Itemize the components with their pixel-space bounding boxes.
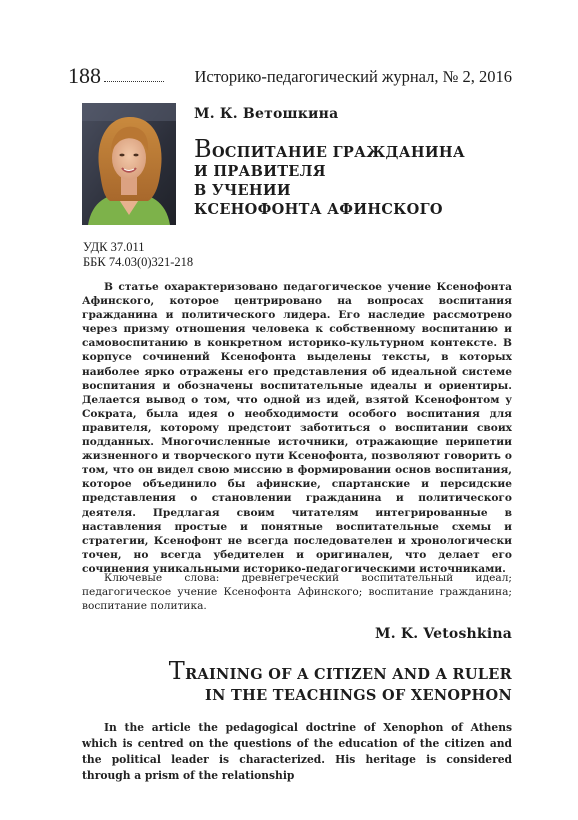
bbk-code: ББК 74.03(0)321-218 — [83, 255, 194, 269]
abstract-ru — [82, 280, 512, 576]
header-dot-leader — [104, 81, 164, 82]
title-en-line-1 — [92, 657, 512, 685]
article-title-ru — [194, 135, 494, 219]
running-header — [68, 64, 512, 88]
title-ru-line-1-rest: ОСПИТАНИЕ ГРАЖДАНИНА — [211, 144, 465, 161]
title-ru-line-2: И ПРАВИТЕЛЯ — [194, 163, 326, 180]
title-ru-initial: В — [194, 135, 212, 163]
classification-codes — [83, 240, 193, 270]
abstract-en — [82, 720, 512, 784]
journal-title: Историко-педагогический журнал, № 2, 2016 — [194, 67, 512, 86]
title-ru-line-4: КСЕНОФОНТА АФИНСКОГО — [194, 201, 443, 218]
title-en-initial: T — [168, 657, 186, 685]
author-portrait-image — [82, 103, 176, 225]
author-name-ru: М. К. Ветошкина — [194, 106, 339, 122]
title-ru-line-1 — [194, 135, 494, 163]
article-title-en — [92, 657, 512, 706]
abstract-ru-text: В статье охарактеризовано педагогическое учение Ксенофонта Афинского, которое центрировано на вопросах воспитания гражданина и политического лидера. Его наследие рассмотрено через призму отношения человека к собственному воспитанию и самовоспитанию в конкретном историко-культурном контексте. В корпусе сочинений Ксенофонта выделены тексты, в которых наиболее ярко отражены его представления об идеальной системе воспитания и обозначены воспитательные идеалы и ориентиры. Делается вывод о том, что одной из идей, взятой Ксенофонтом у Сократа, была идея о необходимости особого воспитания для правителя, которому предстоит заботиться о воспитании своих подданных. Многочисленные источники, отражающие перипетии жизненного и творческого пути Ксенофонта, позволяют говорить о том, что он видел свою миссию в формировании основ воспитания, которое объединило бы афинские, спартанские и персидские представления о становлении гражданина и политического деятеля. Предлагая своим читателям интегрированные в наставления простые и понятные воспитательные схемы и стратегии, Ксенофонт не всегда последователен и хронологически точен, но всегда убедителен и оригинален, что делает его сочинения уникальными историко-педагогическими источниками. — [82, 281, 512, 575]
author-name-en: M. K. Vetoshkina — [375, 626, 512, 642]
author-photo — [82, 103, 176, 225]
page-number: 188 — [68, 63, 101, 88]
title-en-line-2: IN THE TEACHINGS OF XENOPHON — [205, 687, 512, 704]
title-ru-line-3: В УЧЕНИИ — [194, 182, 291, 199]
udk-code: УДК 37.011 — [83, 240, 145, 254]
title-en-line-1-rest: RAINING OF A CITIZEN AND A RULER — [185, 666, 512, 683]
keywords-ru-text: Ключевые слова: древнегреческий воспитательный идеал; педагогическое учение Ксенофонта Афинского; воспитание гражданина; воспитание политика. — [82, 572, 512, 612]
abstract-en-text: In the article the pedagogical doctrine of Xenophon of Athens which is centred on the questions of the education of the citizen and the political leader is characterized. His heritage is considered through a prism of the relationship — [82, 721, 512, 782]
keywords-ru — [82, 571, 512, 613]
